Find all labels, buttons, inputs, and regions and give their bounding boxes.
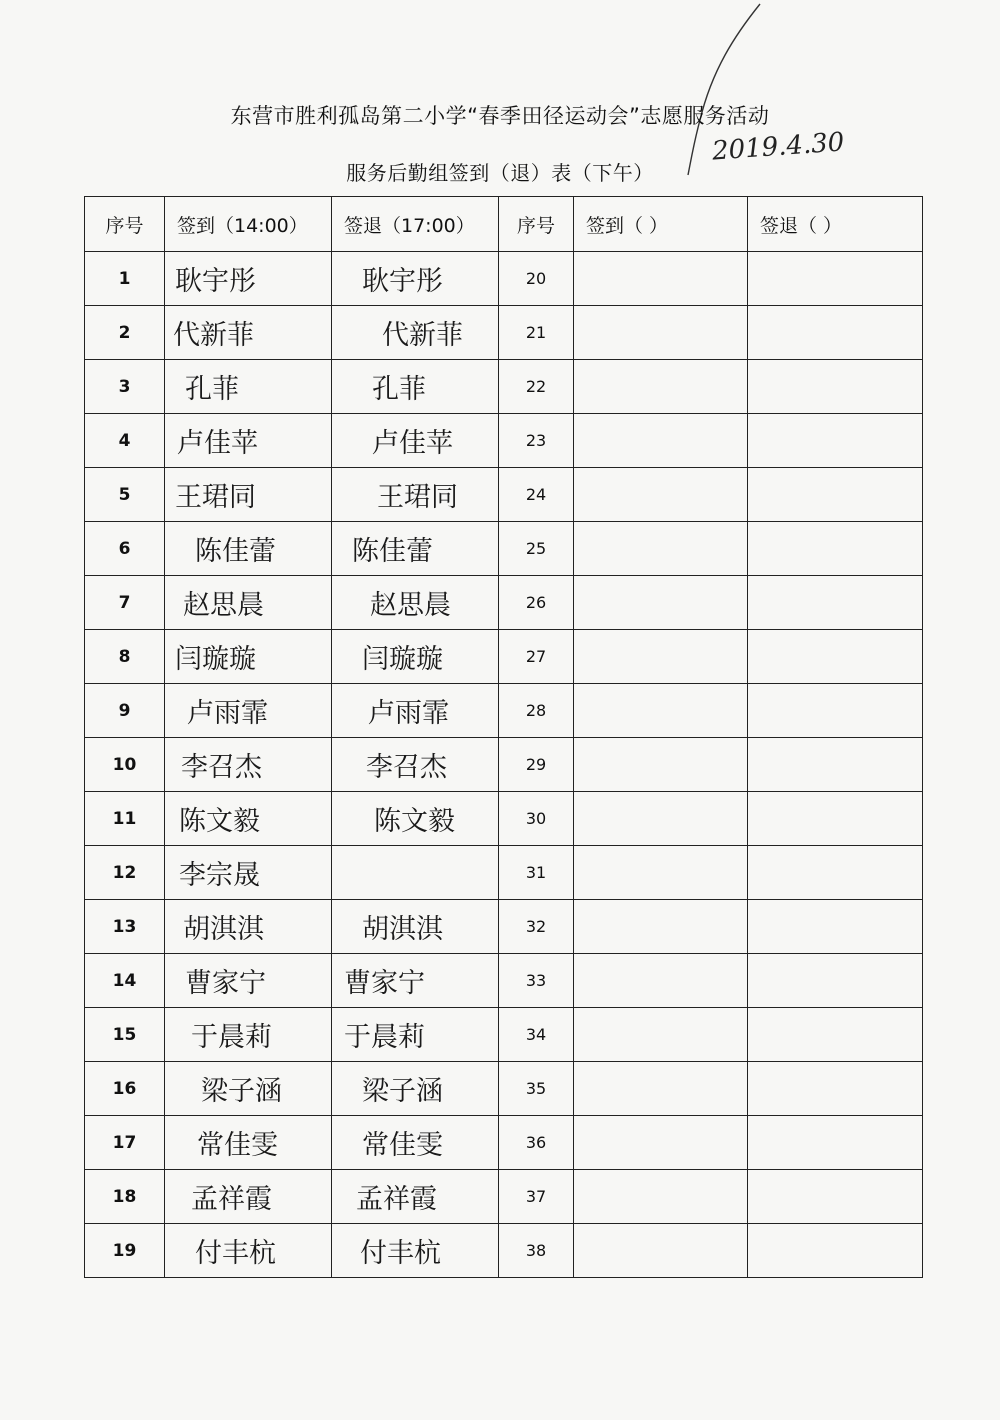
row-number-2: 25	[499, 522, 574, 576]
row-number-2: 20	[499, 252, 574, 306]
table-row	[85, 1224, 923, 1278]
row-number-2: 38	[499, 1224, 574, 1278]
row-number-2: 34	[499, 1008, 574, 1062]
sign-out-blank[interactable]	[748, 1224, 923, 1278]
row-number: 19	[85, 1224, 165, 1278]
table-row	[85, 576, 923, 630]
sign-in-signature: 曹家宁	[165, 954, 332, 1008]
sign-out-blank[interactable]	[748, 252, 923, 306]
sign-out-blank[interactable]	[748, 630, 923, 684]
row-number-2: 29	[499, 738, 574, 792]
table-row	[85, 522, 923, 576]
sign-out-signature: 闫璇璇	[332, 630, 499, 684]
sign-out-blank[interactable]	[748, 954, 923, 1008]
sign-out-blank[interactable]	[748, 684, 923, 738]
sign-out-blank[interactable]	[748, 576, 923, 630]
row-number: 18	[85, 1170, 165, 1224]
table-row	[85, 414, 923, 468]
sign-out-signature	[332, 846, 499, 900]
sign-in-signature: 常佳雯	[165, 1116, 332, 1170]
sign-out-signature: 赵思晨	[332, 576, 499, 630]
document-subtitle: 服务后勤组签到（退）表（下午）	[346, 161, 654, 185]
sign-out-signature: 陈文毅	[332, 792, 499, 846]
row-number-2: 21	[499, 306, 574, 360]
table-row	[85, 738, 923, 792]
sign-in-blank[interactable]	[574, 306, 748, 360]
row-number-2: 36	[499, 1116, 574, 1170]
sign-in-blank[interactable]	[574, 846, 748, 900]
sign-out-blank[interactable]	[748, 1062, 923, 1116]
row-number: 4	[85, 414, 165, 468]
sign-in-blank[interactable]	[574, 684, 748, 738]
table-header-row	[85, 197, 923, 252]
sign-in-signature: 孟祥霞	[165, 1170, 332, 1224]
sign-in-blank[interactable]	[574, 468, 748, 522]
row-number: 15	[85, 1008, 165, 1062]
sign-in-signature: 李宗晟	[165, 846, 332, 900]
document-title: 东营市胜利孤岛第二小学“春季田径运动会”志愿服务活动	[230, 104, 770, 128]
table-row	[85, 954, 923, 1008]
row-number: 3	[85, 360, 165, 414]
sign-in-blank[interactable]	[574, 954, 748, 1008]
sign-out-signature: 孔菲	[332, 360, 499, 414]
table-row	[85, 900, 923, 954]
row-number: 8	[85, 630, 165, 684]
sign-out-signature: 耿宇彤	[332, 252, 499, 306]
header-number-2: 序号	[499, 197, 574, 252]
table-row	[85, 792, 923, 846]
sign-out-blank[interactable]	[748, 900, 923, 954]
header-number: 序号	[85, 197, 165, 252]
row-number: 9	[85, 684, 165, 738]
table-row	[85, 1062, 923, 1116]
sign-out-blank[interactable]	[748, 360, 923, 414]
header-sign-out: 签退（17:00）	[332, 197, 499, 252]
row-number-2: 33	[499, 954, 574, 1008]
sign-out-blank[interactable]	[748, 738, 923, 792]
row-number-2: 26	[499, 576, 574, 630]
row-number-2: 30	[499, 792, 574, 846]
sign-in-signature: 卢佳苹	[165, 414, 332, 468]
sign-in-blank[interactable]	[574, 522, 748, 576]
sign-in-signature: 闫璇璇	[165, 630, 332, 684]
sign-out-blank[interactable]	[748, 522, 923, 576]
sign-out-blank[interactable]	[748, 306, 923, 360]
row-number: 7	[85, 576, 165, 630]
row-number: 2	[85, 306, 165, 360]
sign-out-blank[interactable]	[748, 1170, 923, 1224]
row-number: 16	[85, 1062, 165, 1116]
handwritten-date: 2019.4.30	[711, 127, 846, 167]
sign-out-signature: 陈佳蕾	[332, 522, 499, 576]
sign-out-blank[interactable]	[748, 792, 923, 846]
row-number: 10	[85, 738, 165, 792]
header-sign-in: 签到（14:00）	[165, 197, 332, 252]
row-number: 13	[85, 900, 165, 954]
sign-in-signature: 耿宇彤	[165, 252, 332, 306]
sign-out-blank[interactable]	[748, 846, 923, 900]
sign-in-blank[interactable]	[574, 576, 748, 630]
row-number: 1	[85, 252, 165, 306]
sign-in-blank[interactable]	[574, 1062, 748, 1116]
table-row	[85, 1116, 923, 1170]
row-number: 14	[85, 954, 165, 1008]
sign-in-signature: 梁子涵	[165, 1062, 332, 1116]
header-sign-out-2: 签退（ ）	[748, 197, 923, 252]
sign-in-signature: 李召杰	[165, 738, 332, 792]
table-row	[85, 684, 923, 738]
row-number: 5	[85, 468, 165, 522]
row-number: 12	[85, 846, 165, 900]
table-row	[85, 630, 923, 684]
table-row	[85, 846, 923, 900]
sign-in-blank[interactable]	[574, 630, 748, 684]
table-row	[85, 252, 923, 306]
sign-in-signature: 代新菲	[165, 306, 332, 360]
sign-out-blank[interactable]	[748, 1008, 923, 1062]
sign-in-signature: 陈佳蕾	[165, 522, 332, 576]
row-number-2: 23	[499, 414, 574, 468]
attendance-table	[84, 196, 923, 1278]
sign-in-blank[interactable]	[574, 1170, 748, 1224]
sign-out-blank[interactable]	[748, 1116, 923, 1170]
sign-out-signature: 胡淇淇	[332, 900, 499, 954]
sign-in-blank[interactable]	[574, 1224, 748, 1278]
row-number-2: 22	[499, 360, 574, 414]
sign-in-blank[interactable]	[574, 1008, 748, 1062]
sign-out-signature: 付丰杭	[332, 1224, 499, 1278]
sign-in-signature: 胡淇淇	[165, 900, 332, 954]
sign-out-signature: 王珺同	[332, 468, 499, 522]
sign-in-signature: 孔菲	[165, 360, 332, 414]
sign-in-blank[interactable]	[574, 1116, 748, 1170]
sign-in-signature: 卢雨霏	[165, 684, 332, 738]
row-number-2: 32	[499, 900, 574, 954]
sign-in-blank[interactable]	[574, 900, 748, 954]
sign-out-signature: 卢佳苹	[332, 414, 499, 468]
row-number-2: 27	[499, 630, 574, 684]
sign-out-blank[interactable]	[748, 468, 923, 522]
sign-in-signature: 赵思晨	[165, 576, 332, 630]
table-row	[85, 360, 923, 414]
row-number: 11	[85, 792, 165, 846]
sign-out-signature: 卢雨霏	[332, 684, 499, 738]
row-number-2: 24	[499, 468, 574, 522]
header-sign-in-2: 签到（ ）	[574, 197, 748, 252]
sign-out-signature: 李召杰	[332, 738, 499, 792]
sign-out-signature: 曹家宁	[332, 954, 499, 1008]
sign-out-signature: 代新菲	[332, 306, 499, 360]
sign-out-signature: 梁子涵	[332, 1062, 499, 1116]
sign-in-blank[interactable]	[574, 414, 748, 468]
table-row	[85, 1008, 923, 1062]
sign-out-signature: 常佳雯	[332, 1116, 499, 1170]
sign-in-blank[interactable]	[574, 360, 748, 414]
sign-out-signature: 孟祥霞	[332, 1170, 499, 1224]
sign-out-signature: 于晨莉	[332, 1008, 499, 1062]
row-number-2: 31	[499, 846, 574, 900]
sign-in-signature: 陈文毅	[165, 792, 332, 846]
table-row	[85, 468, 923, 522]
row-number-2: 28	[499, 684, 574, 738]
sign-in-blank[interactable]	[574, 252, 748, 306]
sign-in-signature: 王珺同	[165, 468, 332, 522]
row-number-2: 37	[499, 1170, 574, 1224]
sign-in-blank[interactable]	[574, 738, 748, 792]
row-number: 17	[85, 1116, 165, 1170]
table-row	[85, 306, 923, 360]
sign-out-blank[interactable]	[748, 414, 923, 468]
table-row	[85, 1170, 923, 1224]
sign-in-signature: 于晨莉	[165, 1008, 332, 1062]
row-number-2: 35	[499, 1062, 574, 1116]
sign-in-blank[interactable]	[574, 792, 748, 846]
sign-in-signature: 付丰杭	[165, 1224, 332, 1278]
row-number: 6	[85, 522, 165, 576]
